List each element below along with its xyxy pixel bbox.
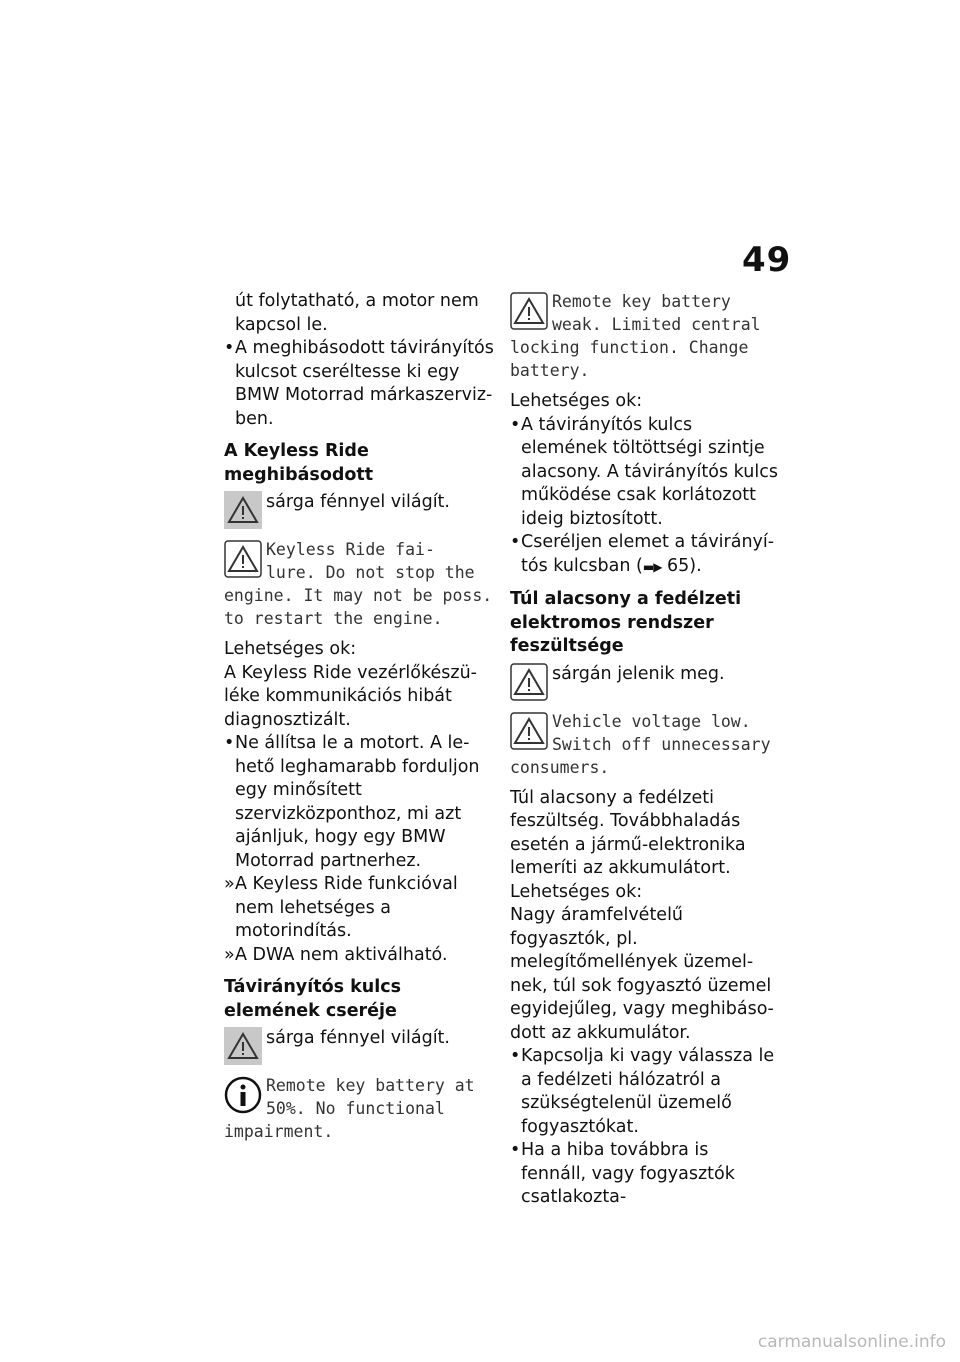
result-mark: » [224, 874, 235, 894]
result-item [224, 944, 494, 968]
result-text: A Keyless Ride funkcióval nem lehetséges a motorindítás. [235, 874, 458, 941]
warning-text: sárga fénnyel világít. [266, 492, 450, 512]
display-message-text: Remote key battery at 50%. No functional impairment. [224, 1076, 485, 1141]
result-item [224, 873, 494, 944]
section-heading-voltage: Túl alacsony a fedélzeti elektromos rendszer feszültsége [510, 589, 742, 656]
section-heading-keyless: A Keyless Ride meghibásodott [224, 441, 374, 485]
warning-triangle-outline-icon [510, 292, 548, 330]
info-icon [224, 1076, 262, 1114]
bullet-mark: • [224, 733, 235, 753]
bullet-mark: • [224, 338, 235, 358]
causes-label: Lehetséges ok: [510, 391, 643, 411]
display-message-text: Remote key battery weak. Limited central locking function. Change battery. [510, 292, 771, 380]
causes-text: Nagy áramfelvételű fogyasztók, pl. melegítőmellények üzemelnek, túl sok fogyasztó üzemel egyidejűleg, vagy meghibásodott az akkumulátor. [510, 905, 774, 1043]
display-message [510, 710, 781, 779]
display-message-text: Vehicle voltage low. Switch off unnecessary consumers. [510, 711, 781, 777]
warning-triangle-outline-icon [510, 712, 548, 750]
bullet-text: Cseréljen elemet a távirányítós kulcsban ( [521, 532, 775, 576]
warning-row [510, 663, 778, 701]
bullet-mark: • [510, 1046, 521, 1066]
watermark: carmanualsonline.info [757, 1332, 946, 1352]
bullet-item [510, 1045, 778, 1139]
bullet-text: A meghibásodott távirányítós kulcsot cseréltesse ki egy BMW Motorrad márkaszervizben. [235, 338, 494, 429]
causes-text: A Keyless Ride vezérlőkészüléke kommunikációs hibát diagnosztizált. [224, 662, 477, 730]
warning-triangle-outline-icon [510, 663, 548, 701]
display-message [510, 290, 778, 382]
bullet-text: Kapcsolja ki vagy válassza le a fedélzeti hálózatról a szükségtelenül üzemelő fogyasztókat. [521, 1046, 775, 1137]
warning-row [224, 491, 494, 529]
bullet-text: A távirányítós kulcs elemének töltöttségi szintje alacsony. A távirányítós kulcs működése csak korlátozott ideig biztosított. [521, 414, 778, 529]
right-column [510, 290, 781, 1210]
page-reference[interactable]: 65). [667, 555, 702, 576]
bullet-mark: • [510, 532, 521, 552]
body-text: Túl alacsony a fedélzeti feszültség. Továbbhaladás esetén a jármű-elektronika lemeríti az akkumulátort. [510, 787, 746, 878]
continued-text: út folytatható, a motor nem kapcsol le. [235, 291, 479, 335]
display-message-text: Keyless Ride fai- lure. Do not stop the engine. It may not be poss. to restart the engine. [224, 540, 493, 628]
causes-label: Lehetséges ok: [224, 639, 357, 659]
warning-triangle-outline-icon [224, 540, 262, 578]
display-message [224, 1074, 494, 1143]
bullet-text: Ha a hiba továbbra is fennáll, vagy fogyasztók csatlakozta- [521, 1140, 735, 1207]
bullet-item [510, 1139, 778, 1210]
result-mark: » [224, 944, 235, 965]
bullet-mark: • [510, 1140, 521, 1160]
display-message [224, 538, 494, 630]
page-reference-arrow-icon: ▬▶ [642, 559, 662, 574]
causes-label: Lehetséges ok: [510, 881, 643, 902]
warning-text: sárga fénnyel világít. [266, 1028, 450, 1048]
page-number: 49 [742, 240, 792, 280]
bullet-item [224, 337, 494, 431]
bullet-mark: • [510, 414, 521, 435]
warning-triangle-filled-icon [224, 1027, 262, 1065]
bullet-item [510, 531, 778, 579]
bullet-item [510, 414, 778, 532]
bullet-text: Ne állítsa le a motort. A lehető leghamarabb forduljon egy minősített szervizközponthoz, mi azt ajánljuk, hogy egy BMW Motorrad partnerhez. [235, 733, 480, 871]
left-column [224, 290, 494, 1143]
result-text: A DWA nem aktiválható. [235, 944, 448, 965]
warning-text: sárgán jelenik meg. [552, 663, 725, 684]
bullet-item [224, 732, 494, 873]
warning-row [224, 1027, 494, 1065]
section-heading-battery: Távirányítós kulcs elemének cseréje [224, 977, 401, 1021]
warning-triangle-filled-icon [224, 491, 262, 529]
